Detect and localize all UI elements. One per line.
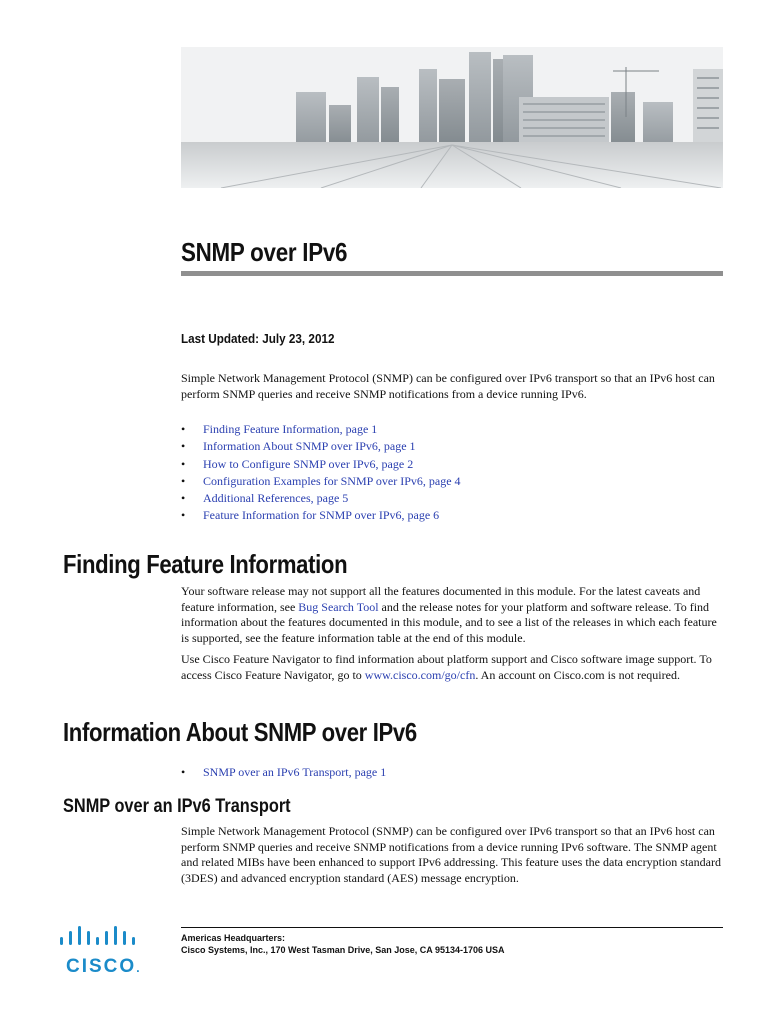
toc-item [181, 456, 461, 473]
toc-item [181, 473, 461, 490]
toc-link-how-to-configure[interactable]: How to Configure SNMP over IPv6, page 2 [203, 456, 414, 471]
finding-text-after-link: and the release notes for your platform and software release. To find information about the features documented in this module, and to see a list of the releases in which each feature is supported, see the feature information table at the end of this module. [181, 599, 717, 645]
toc-item [181, 421, 461, 438]
title-divider [181, 271, 723, 276]
cisco-logo [58, 925, 156, 977]
table-of-contents [181, 421, 461, 525]
finding-paragraph-1 [181, 584, 726, 646]
toc-item [181, 764, 386, 781]
navigator-text-before-link: Use Cisco Feature Navigator to find information about platform support and Cisco software image support. To access Cisco Feature Navigator, go to [181, 652, 712, 682]
bullet: • [181, 439, 186, 454]
cisco-wordmark-mark: . [136, 961, 142, 975]
finding-text-before-link: Your software release may not support all the features documented in this module. For the latest caveats and feature information, see [181, 584, 701, 614]
intro-paragraph [181, 371, 726, 402]
bullet: • [181, 491, 186, 506]
last-updated: Last Updated: July 23, 2012 [181, 331, 335, 346]
navigator-text-after-link: . An account on Cisco.com is not required. [475, 667, 680, 682]
bullet: • [181, 508, 186, 523]
transport-text: Simple Network Management Protocol (SNMP) can be configured over IPv6 transport so that an IPv6 host can perform SNMP queries and receive SNMP notifications from a device running IPv6 software. The SNMP agent and related MIBs have been enhanced to support IPv6 addressing. This feature uses the data encryption standard (3DES) and advanced encryption standard (AES) message encryption. [181, 824, 721, 885]
cisco-wordmark: CISCO [66, 956, 137, 977]
cisco-bridge-icon [58, 925, 156, 955]
heading-information-about: Information About SNMP over IPv6 [63, 717, 417, 747]
footer-divider [181, 927, 723, 928]
toc-item [181, 490, 461, 507]
bug-search-tool-link[interactable]: Bug Search Tool [298, 599, 379, 614]
toc-link-finding-feature-information[interactable]: Finding Feature Information, page 1 [203, 422, 378, 436]
toc-link-configuration-examples[interactable]: Configuration Examples for SNMP over IPv6, page 4 [203, 473, 461, 488]
bullet: • [181, 765, 186, 779]
heading-finding-feature-information: Finding Feature Information [63, 549, 348, 579]
intro-text: Simple Network Management Protocol (SNMP) can be configured over IPv6 transport so that an IPv6 host can perform SNMP queries and receive SNMP notifications from a device running IPv6. [181, 371, 715, 401]
toc-link-additional-references[interactable]: Additional References, page 5 [203, 491, 349, 506]
toc-item [181, 438, 461, 455]
bullet: • [181, 422, 186, 436]
finding-paragraph-2 [181, 652, 726, 683]
city-skyline-illustration [181, 47, 723, 188]
toc-item [181, 507, 461, 524]
toc-link-snmp-over-ipv6-transport[interactable]: SNMP over an IPv6 Transport, page 1 [203, 765, 387, 779]
bullet: • [181, 456, 186, 471]
footer-address-block [181, 932, 505, 956]
heading-snmp-over-ipv6-transport: SNMP over an IPv6 Transport [63, 796, 291, 817]
header-banner-image [181, 47, 723, 188]
transport-paragraph [181, 824, 726, 886]
headquarters-address: Cisco Systems, Inc., 170 West Tasman Drive, San Jose, CA 95134-1706 USA [181, 945, 505, 955]
headquarters-label: Americas Headquarters: [181, 933, 286, 943]
toc-link-information-about[interactable]: Information About SNMP over IPv6, page 1 [203, 439, 416, 454]
bullet: • [181, 473, 186, 488]
cisco-cfn-link[interactable]: www.cisco.com/go/cfn [364, 667, 476, 682]
information-toc [181, 764, 386, 781]
toc-link-feature-information[interactable]: Feature Information for SNMP over IPv6, page 6 [203, 508, 440, 523]
page-title: SNMP over IPv6 [181, 237, 348, 267]
